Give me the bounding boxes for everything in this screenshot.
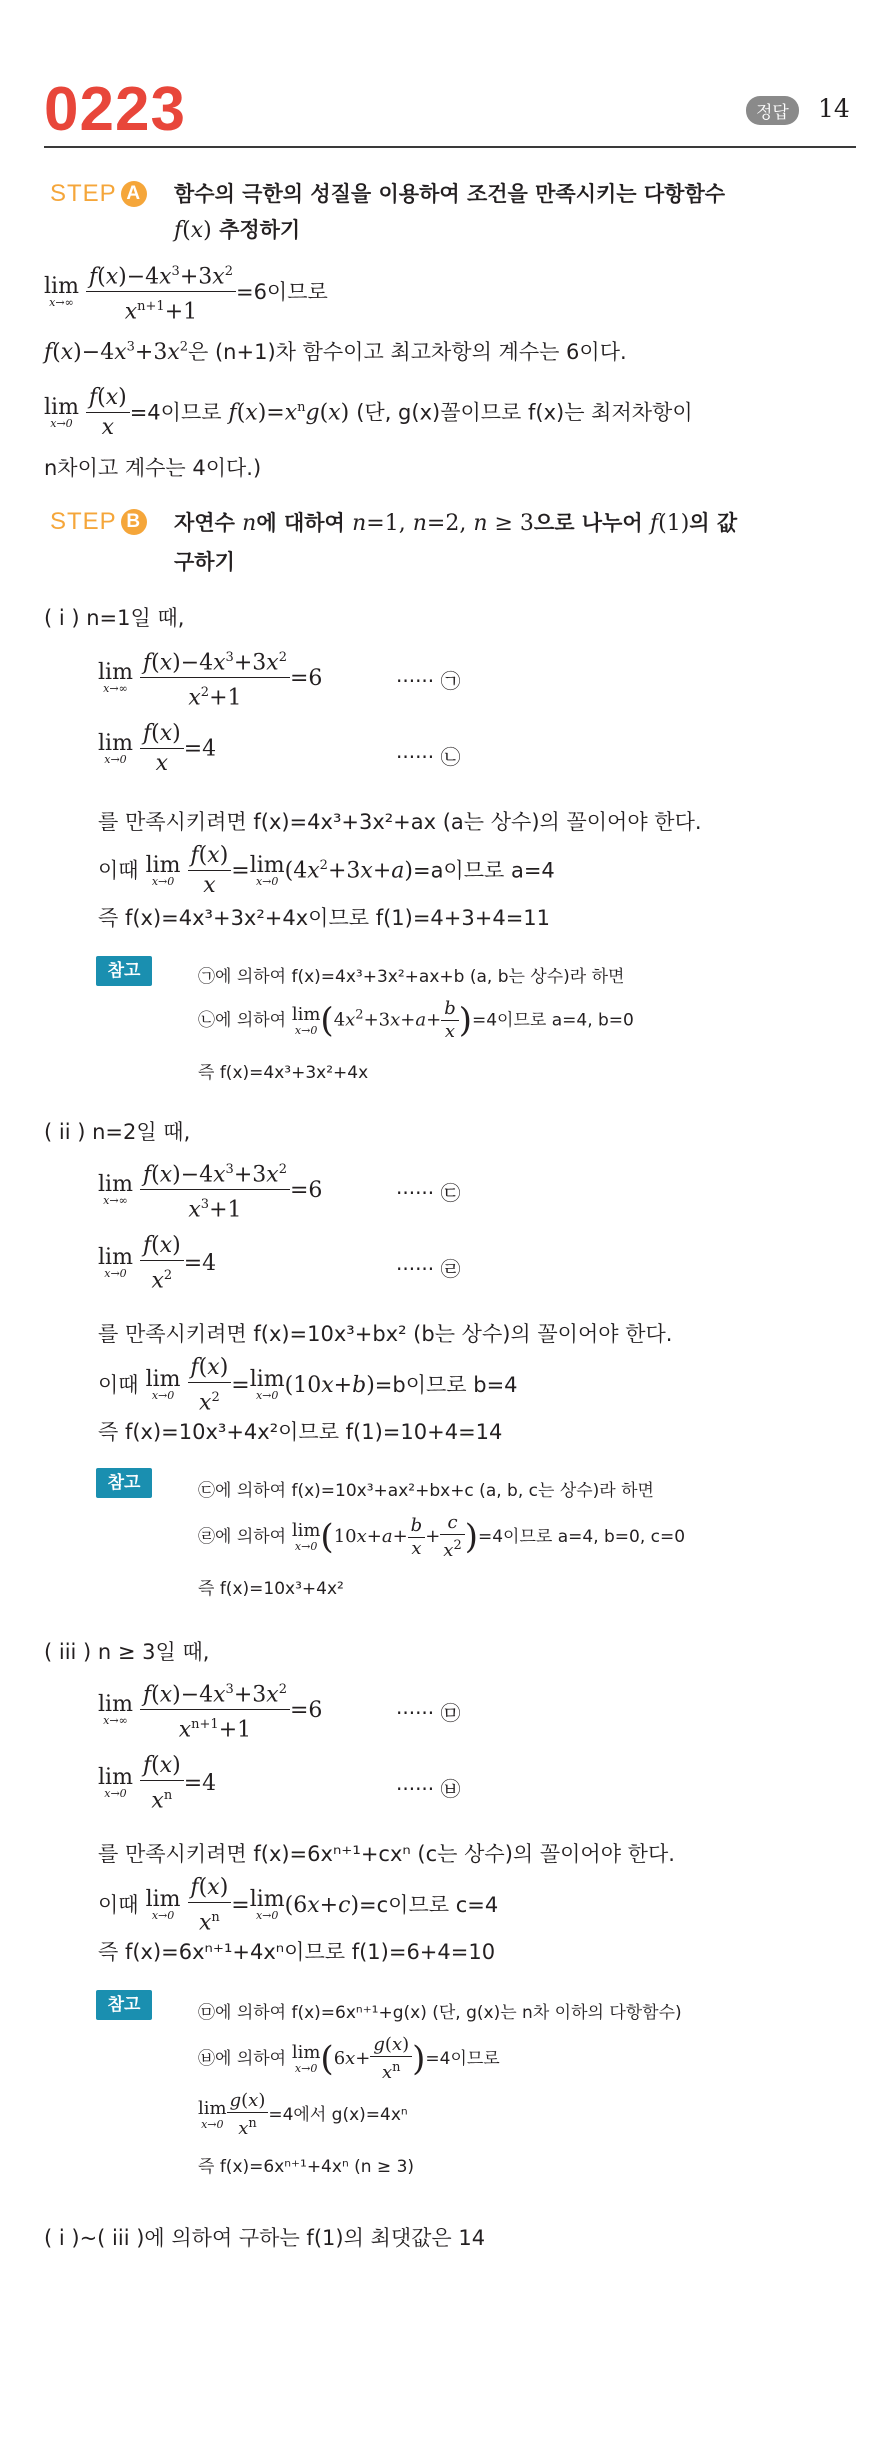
fraction: $\frac{f(x)}{x^n}$ [140, 1752, 184, 1816]
case1-eq1: lim x→∞ $\frac{f(x)-4x^3+3x^2}{x^2+1}$ =6 [98, 644, 322, 714]
step-a-eq1: lim x→∞ $\frac{f(x)-4x^3+3x^2}{x^{n+1}+1}$ =6이므로 [44, 258, 328, 328]
step-b-title-line1: 자연수 n에 대하여 n=1, n=2, n ≥ 3으로 나누어 f(1)의 값 [174, 511, 738, 536]
lim-symbol: lim x→∞ [98, 1691, 133, 1727]
case1-then: 이때 lim x→0 $\frac{f(x)}{x}$ =lim x→0 $(4x^2+3x+a)=a$이므로 a=4 [98, 842, 555, 901]
fraction: $\frac{f(x)}{x}$ [188, 842, 232, 901]
step-a-title-line1: 함수의 극한의 성질을 이용하여 조건을 만족시키는 다항함수 [174, 182, 726, 206]
lim-symbol: lim x→0 [98, 1765, 133, 1801]
case3-note3: lim x→0 $\frac{g(x)}{x^n}$ =4에서 g(x)=4xⁿ [198, 2090, 408, 2139]
step-a-eq2: lim x→0 $\frac{f(x)}{x}$ =4이므로 $f(x)=x^ng(x)$ (단, g(x)꼴이므로 f(x)는 최저차항이 [44, 384, 693, 443]
fraction: $\frac{f(x)-4x^3+3x^2}{x^3+1}$ [140, 1156, 290, 1226]
case2-note1: ㉢에 의하여 f(x)=10x³+ax²+bx+c (a, b, c는 상수)라 하면 [198, 1481, 654, 1501]
case1-eq2-tag: ······ ㉡ [396, 745, 461, 769]
fraction: $\frac{f(x)}{x^2}$ [188, 1354, 232, 1418]
lim-symbol: lim x→0 [98, 730, 133, 766]
case3-condition: 를 만족시키려면 f(x)=6xⁿ⁺¹+cxⁿ (c는 상수)의 꼴이어야 한다. [98, 1842, 675, 1866]
case2-result: 즉 f(x)=10x³+4x²이므로 f(1)=10+4=14 [98, 1420, 503, 1444]
lim-symbol: lim x→0 [249, 1887, 285, 1923]
fraction: $\frac{f(x)-4x^3+3x^2}{x^{n+1}+1}$ [140, 1676, 290, 1746]
step-a-label: STEP A [50, 180, 147, 208]
fraction: $\frac{f(x)}{x^n}$ [188, 1874, 232, 1938]
answer-value: 14 [818, 94, 850, 123]
step-a-line2: $f(x)-4x^3+3x^2$은 (n+1)차 함수이고 최고차항의 계수는 6이다. [44, 339, 627, 365]
step-b-label: STEP B [50, 508, 147, 536]
header-divider [44, 146, 856, 148]
case3-eq1-tag: ······ ㉤ [396, 1701, 461, 1725]
lim-symbol: lim x→0 [44, 394, 79, 430]
lim-symbol: lim x→0 [145, 1367, 181, 1403]
case3-note4: 즉 f(x)=6xⁿ⁺¹+4xⁿ (n ≥ 3) [198, 2157, 415, 2177]
case2-then: 이때 lim x→0 $\frac{f(x)}{x^2}$ =lim x→0 (10x+b)=b이므로 b=4 [98, 1354, 518, 1418]
lim-symbol: lim x→∞ [98, 1171, 133, 1207]
case1-condition: 를 만족시키려면 f(x)=4x³+3x²+ax (a는 상수)의 꼴이어야 한다. [98, 810, 702, 834]
lim-symbol: lim x→0 [145, 852, 181, 888]
case3-eq1: lim x→∞ $\frac{f(x)-4x^3+3x^2}{x^{n+1}+1}$ =6 [98, 1676, 322, 1746]
case3-result: 즉 f(x)=6xⁿ⁺¹+4xⁿ이므로 f(1)=6+4=10 [98, 1940, 496, 1964]
lim-symbol: lim x→∞ [44, 273, 79, 309]
case3-label: ( iii ) n ≥ 3일 때, [44, 1640, 210, 1664]
conclusion: ( i )~( iii )에 의하여 구하는 f(1)의 최댓값은 14 [44, 2226, 486, 2250]
case1-eq1-tag: ······ ㉠ [396, 669, 461, 693]
case1-label: ( i ) n=1일 때, [44, 606, 185, 630]
case1-note-badge: 참고 [96, 956, 152, 986]
case1-eq2: lim x→0 $\frac{f(x)}{x}$ =4 [98, 720, 216, 779]
case1-note1: ㉠에 의하여 f(x)=4x³+3x²+ax+b (a, b는 상수)라 하면 [198, 967, 625, 987]
lim-symbol: lim x→∞ [98, 659, 133, 695]
case1-note3: 즉 f(x)=4x³+3x²+4x [198, 1063, 369, 1083]
case2-eq1-tag: ······ ㉢ [396, 1181, 461, 1205]
fraction: $\frac{f(x)-4x^3+3x^2}{x^2+1}$ [140, 644, 290, 714]
fraction: $\frac{f(x)}{x}$ [140, 720, 184, 779]
step-b-letter: B [121, 509, 147, 535]
lim-symbol: lim x→0 [249, 852, 285, 888]
step-a-title-line2: f(x) 추정하기 [174, 218, 301, 243]
lim-symbol: lim x→0 [145, 1887, 181, 1923]
step-a-letter: A [121, 181, 147, 207]
case2-eq2-tag: ······ ㉣ [396, 1257, 461, 1281]
case2-label: ( ii ) n=2일 때, [44, 1120, 191, 1144]
case2-eq2: lim x→0 $\frac{f(x)}{x^2}$ =4 [98, 1232, 216, 1296]
case3-note-badge: 참고 [96, 1990, 152, 2020]
case3-then: 이때 lim x→0 $\frac{f(x)}{x^n}$ =lim x→0 (6x+c)=c이므로 c=4 [98, 1874, 498, 1938]
step-b-title-line2: 구하기 [174, 550, 235, 574]
case1-result: 즉 f(x)=4x³+3x²+4x이므로 f(1)=4+3+4=11 [98, 906, 551, 930]
case3-eq2: lim x→0 $\frac{f(x)}{x^n}$ =4 [98, 1752, 216, 1816]
case3-note2: ㉥에 의하여 lim x→0 (6x+ $\frac{g(x)}{x^n}$ )=4이므로 [198, 2034, 500, 2083]
case2-note-badge: 참고 [96, 1468, 152, 1498]
problem-number: 0223 [44, 75, 186, 144]
answer-badge: 정답 [746, 96, 799, 125]
fraction: $\frac{f(x)}{x^2}$ [140, 1232, 184, 1296]
case2-eq1: lim x→∞ $\frac{f(x)-4x^3+3x^2}{x^3+1}$ =6 [98, 1156, 322, 1226]
fraction: $\frac{f(x)-4x^3+3x^2}{x^{n+1}+1}$ [86, 258, 236, 328]
step-a-line4: n차이고 계수는 4이다.) [44, 456, 262, 480]
case2-condition: 를 만족시키려면 f(x)=10x³+bx² (b는 상수)의 꼴이어야 한다. [98, 1322, 673, 1346]
lim-symbol: lim x→0 [249, 1367, 285, 1403]
case1-note2: ㉡에 의하여 lim x→0 ($4x^2+3x+a+$ $\frac{b}{x}$ )=4이므로 a=4, b=0 [198, 998, 634, 1042]
case2-note3: 즉 f(x)=10x³+4x² [198, 1579, 344, 1599]
fraction: $\frac{f(x)}{x}$ [86, 384, 130, 443]
lim-symbol: lim x→0 [98, 1245, 133, 1281]
case2-note2: ㉣에 의하여 lim x→0 (10x+a+ $\frac{b}{x}$ + $\frac{c}{x^2}$ )=4이므로 a=4, b=0, c=0 [198, 1512, 686, 1561]
case3-note1: ㉤에 의하여 f(x)=6xⁿ⁺¹+g(x) (단, g(x)는 n차 이하의 다항함수) [198, 2003, 682, 2023]
case3-eq2-tag: ······ ㉥ [396, 1777, 461, 1801]
